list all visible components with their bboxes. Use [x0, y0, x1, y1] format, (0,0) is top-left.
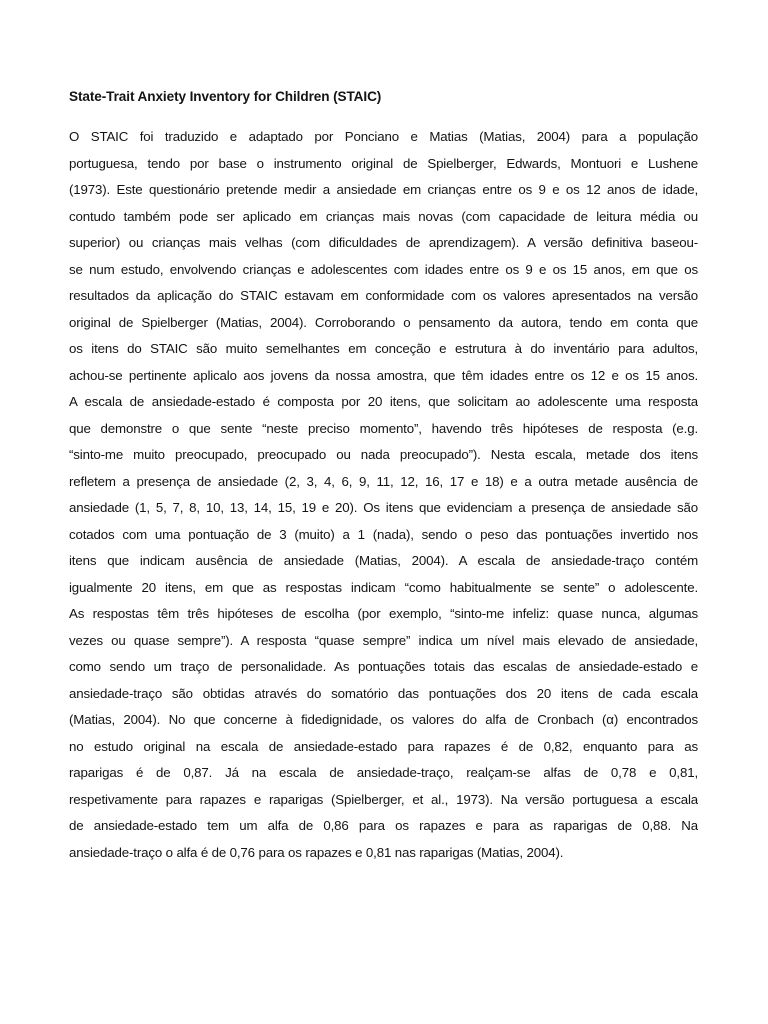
- paragraph-line: achou-se pertinente aplicalo aos jovens da nossa amostra, que têm idades entre os 12 e os 15 anos.: [69, 367, 698, 383]
- section-heading: State-Trait Anxiety Inventory for Children (STAIC): [69, 89, 382, 104]
- paragraph-line: ansiedade-traço o alfa é de 0,76 para os rapazes e 0,81 nas raparigas (Matias, 2004).: [69, 844, 564, 860]
- paragraph-line: vezes ou quase sempre”). A resposta “quase sempre” indica um nível mais elevado de ansiedade,: [69, 632, 698, 648]
- paragraph-line: portuguesa, tendo por base o instrumento original de Spielberger, Edwards, Montuori e Lushene: [69, 155, 698, 171]
- paragraph-line: no estudo original na escala de ansiedade-estado para rapazes é de 0,82, enquanto para as: [69, 738, 698, 754]
- paragraph-line: igualmente 20 itens, em que as respostas indicam “como habitualmente se sente” o adolescente.: [69, 579, 698, 595]
- paragraph-line: original de Spielberger (Matias, 2004). Corroborando o pensamento da autora, tendo em conta que: [69, 314, 698, 330]
- paragraph-line: respetivamente para rapazes e raparigas (Spielberger, et al., 1973). Na versão portuguesa a escala: [69, 791, 698, 807]
- paragraph-line: se num estudo, envolvendo crianças e adolescentes com idades entre os 9 e os 15 anos, em que os: [69, 261, 698, 277]
- paragraph-line: A escala de ansiedade-estado é composta por 20 itens, que solicitam ao adolescente uma resposta: [69, 394, 698, 409]
- paragraph-line: como sendo um traço de personalidade. As pontuações totais das escalas de ansiedade-estado e: [69, 659, 698, 674]
- paragraph-line: “sinto-me muito preocupado, preocupado ou nada preocupado”). Nesta escala, metade dos itens: [69, 447, 698, 462]
- paragraph-line: de ansiedade-estado tem um alfa de 0,86 para os rapazes e para as raparigas de 0,88. Na: [69, 818, 698, 833]
- paragraph-line: (Matias, 2004). No que concerne à fidedignidade, os valores do alfa de Cronbach (α) encontrados: [69, 712, 698, 727]
- paragraph-line: resultados da aplicação do STAIC estavam em conformidade com os valores apresentados na versão: [69, 288, 698, 303]
- paragraph-line: cotados com uma pontuação de 3 (muito) a 1 (nada), sendo o peso das pontuações invertido nos: [69, 526, 698, 542]
- paragraph-line: ansiedade-traço são obtidas através do somatório das pontuações dos 20 itens de cada escala: [69, 685, 698, 701]
- paragraph-line: O STAIC foi traduzido e adaptado por Ponciano e Matias (Matias, 2004) para a população: [69, 129, 698, 144]
- paragraph-line: refletem a presença de ansiedade (2, 3, 4, 6, 9, 11, 12, 16, 17 e 18) e a outra metade ausência de: [69, 473, 698, 489]
- paragraph-line: As respostas têm três hipóteses de escolha (por exemplo, “sinto-me infeliz: quase nunca, algumas: [69, 606, 698, 621]
- paragraph-line: que demonstre o que sente “neste preciso momento”, havendo três hipóteses de resposta (e.g.: [69, 420, 698, 436]
- body-paragraph: [69, 124, 698, 874]
- paragraph-line: raparigas é de 0,87. Já na escala de ansiedade-traço, realçam-se alfas de 0,78 e 0,81,: [69, 765, 698, 780]
- paragraph-line: ansiedade (1, 5, 7, 8, 10, 13, 14, 15, 19 e 20). Os itens que evidenciam a presença de ansiedade são: [69, 500, 698, 515]
- paragraph-line: superior) ou crianças mais velhas (com dificuldades de aprendizagem). A versão definitiva baseou-: [69, 235, 698, 250]
- paragraph-line: itens que indicam ausência de ansiedade (Matias, 2004). A escala de ansiedade-traço contém: [69, 553, 698, 568]
- paragraph-line: (1973). Este questionário pretende medir a ansiedade em crianças entre os 9 e os 12 anos de idade,: [69, 182, 698, 197]
- paragraph-line: os itens do STAIC são muito semelhantes em conceção e estrutura à do inventário para adultos,: [69, 341, 698, 356]
- paragraph-line: contudo também pode ser aplicado em crianças mais novas (com capacidade de leitura média ou: [69, 208, 698, 224]
